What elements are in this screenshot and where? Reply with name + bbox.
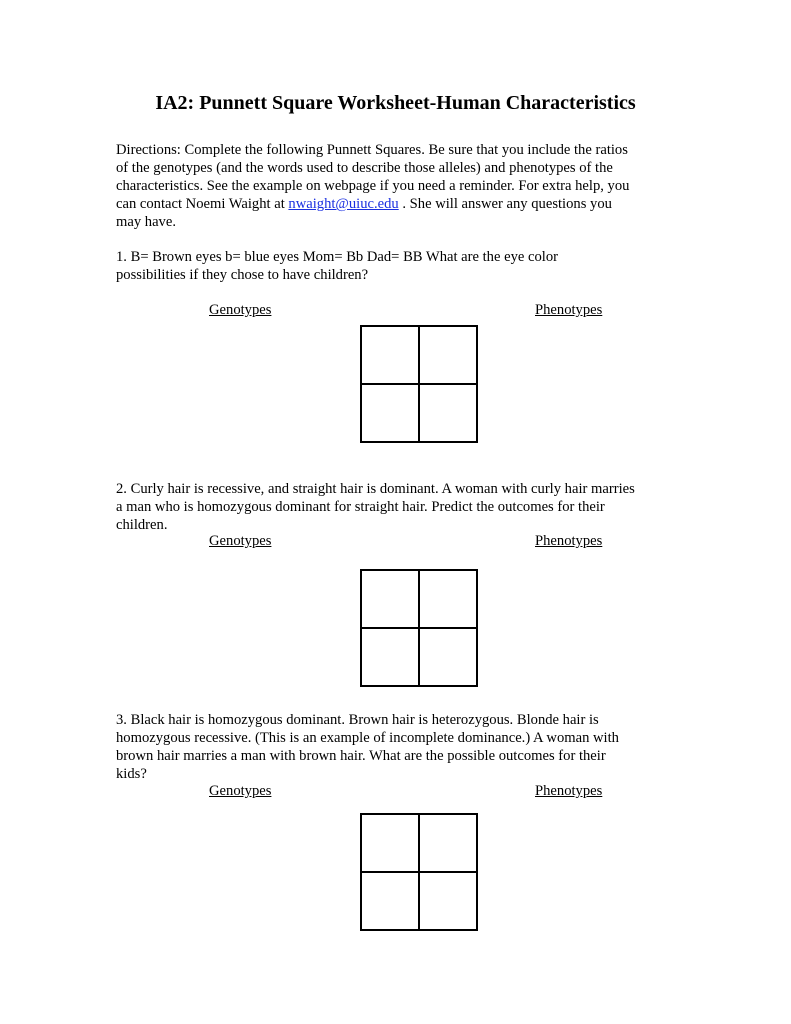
question-line: 1. B= Brown eyes b= blue eyes Mom= Bb Dad= BB What are the eye color <box>116 249 558 265</box>
punnett-cell[interactable] <box>361 872 419 930</box>
punnett-cell[interactable] <box>361 814 419 872</box>
directions-text: can contact Noemi Waight at <box>116 196 289 212</box>
punnett-cell[interactable] <box>361 384 419 442</box>
punnett-cell[interactable] <box>419 628 477 686</box>
directions-line <box>116 195 686 213</box>
question-line: possibilities if they chose to have children? <box>116 267 369 283</box>
punnett-cell[interactable] <box>361 628 419 686</box>
phenotypes-label: Phenotypes <box>535 533 603 549</box>
question-line: 2. Curly hair is recessive, and straight hair is dominant. A woman with curly hair marries <box>116 481 635 497</box>
question-line: brown hair marries a man with brown hair. What are the possible outcomes for their <box>116 748 606 764</box>
punnett-cell[interactable] <box>361 326 419 384</box>
punnett-square <box>360 813 478 931</box>
phenotypes-label: Phenotypes <box>535 302 603 318</box>
question-line: a man who is homozygous dominant for straight hair. Predict the outcomes for their <box>116 499 605 515</box>
genotypes-label: Genotypes <box>209 302 272 318</box>
punnett-cell[interactable] <box>419 814 477 872</box>
phenotypes-label: Phenotypes <box>535 783 603 799</box>
question-line: homozygous recessive. (This is an example of incomplete dominance.) A woman with <box>116 730 619 746</box>
directions-line: of the genotypes (and the words used to describe those alleles) and phenotypes of the <box>116 160 613 176</box>
directions-line: may have. <box>116 214 176 230</box>
question-line: kids? <box>116 766 147 782</box>
genotypes-label: Genotypes <box>209 533 272 549</box>
directions-paragraph <box>116 141 686 231</box>
punnett-cell[interactable] <box>419 570 477 628</box>
question-2 <box>116 480 686 534</box>
directions-line: characteristics. See the example on webpage if you need a reminder. For extra help, you <box>116 178 630 194</box>
directions-line: Directions: Complete the following Punnett Squares. Be sure that you include the ratios <box>116 142 628 158</box>
directions-text: . She will answer any questions you <box>398 196 612 212</box>
genotypes-label: Genotypes <box>209 783 272 799</box>
punnett-cell[interactable] <box>419 872 477 930</box>
punnett-square <box>360 325 478 443</box>
punnett-square <box>360 569 478 687</box>
punnett-cell[interactable] <box>419 384 477 442</box>
email-link[interactable]: nwaight@uiuc.edu <box>288 196 399 212</box>
punnett-cell[interactable] <box>361 570 419 628</box>
punnett-cell[interactable] <box>419 326 477 384</box>
question-1 <box>116 248 686 284</box>
question-line: children. <box>116 517 168 533</box>
question-line: 3. Black hair is homozygous dominant. Brown hair is heterozygous. Blonde hair is <box>116 712 599 728</box>
page-title: IA2: Punnett Square Worksheet-Human Characteristics <box>155 92 636 114</box>
question-3 <box>116 711 686 783</box>
